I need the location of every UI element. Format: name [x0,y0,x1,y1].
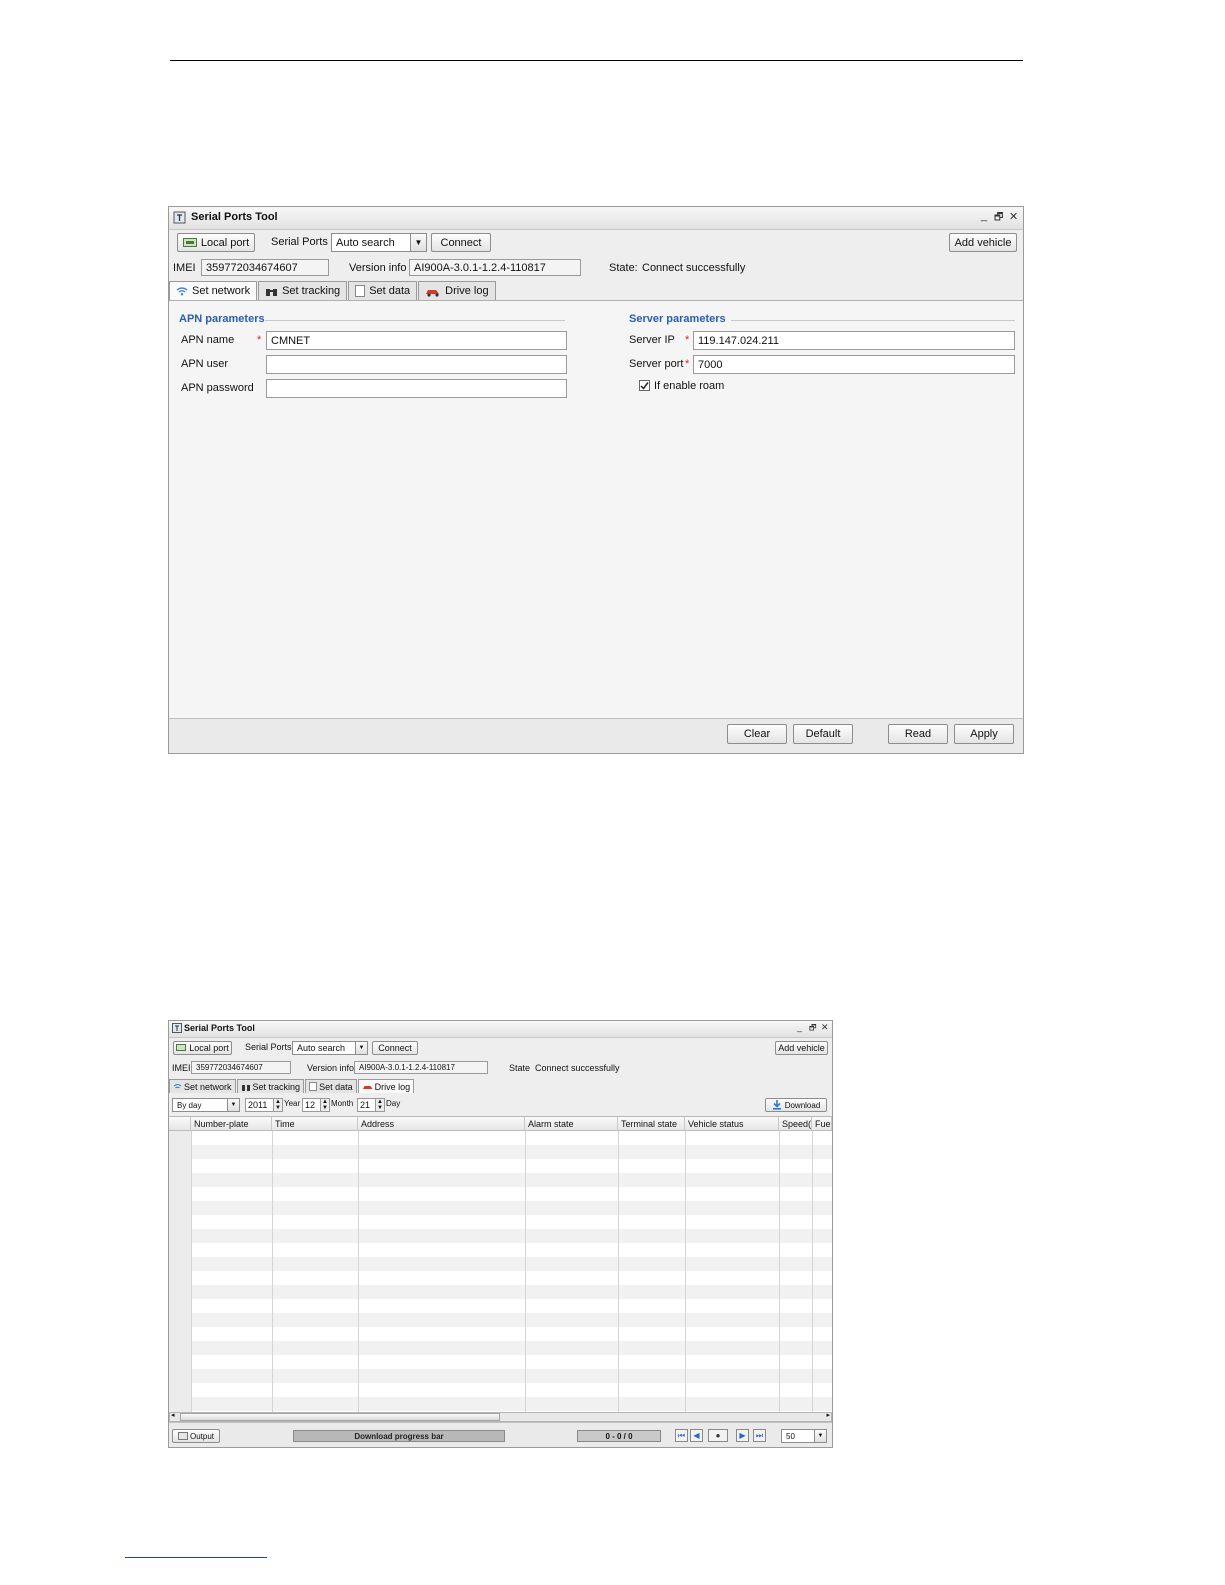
apn-name-field[interactable]: CMNET [266,331,567,350]
app-icon [173,211,186,227]
tab-set-tracking[interactable] [258,281,347,300]
tab-set-data-label: Set data [319,1081,353,1092]
required-mark: * [685,358,690,370]
restore-icon[interactable]: 🗗 [994,212,1004,223]
binoculars-icon [265,286,278,297]
next-page-icon[interactable]: ▶ [736,1429,749,1442]
server-port-label: Server port [629,358,684,370]
window-title: Serial Ports Tool [184,1023,255,1033]
serial-ports-select[interactable] [292,1041,368,1055]
spinner-arrows-icon[interactable]: ▲ ▼ [320,1099,329,1111]
tab-set-tracking-label: Set tracking [282,285,341,297]
year-label: Year [284,1099,301,1108]
apn-user-label: APN user [181,358,229,370]
state-value: Connect successfully [642,262,746,274]
state-value: Connect successfully [535,1063,620,1073]
refresh-page-icon[interactable]: ● [708,1429,728,1442]
server-section-title: Server parameters [629,313,726,325]
wifi-icon [176,286,188,296]
tab-drive-log-label: Drive log [445,285,489,297]
horizontal-scrollbar[interactable] [169,1412,832,1422]
first-page-icon[interactable]: ⏮ [675,1429,688,1442]
checkmark-icon [640,381,649,390]
tab-set-network-label: Set network [184,1081,232,1092]
title-bar [169,1021,832,1038]
row-header-strip [169,1131,191,1413]
version-info-field[interactable]: AI900A-3.0.1-1.2.4-110817 [409,259,581,276]
required-mark: * [257,334,262,346]
port-icon [176,1044,186,1052]
page-size-value: 50 [786,1431,795,1441]
day-value: 21 [360,1100,371,1110]
server-port-field[interactable]: 7000 [693,355,1015,374]
year-value: 2011 [248,1100,268,1110]
tab-set-data-label: Set data [369,285,411,297]
roam-label: If enable roam [654,380,725,392]
column-header-terminal-state[interactable]: Terminal state [618,1117,685,1131]
tab-set-tracking[interactable] [237,1079,305,1093]
imei-field[interactable]: 359772034674607 [201,259,329,276]
minimize-icon[interactable]: _ [981,210,988,222]
binoculars-icon [241,1083,251,1091]
local-port-label: Local port [200,236,250,249]
column-header-number-plate[interactable]: Number-plate [191,1117,272,1131]
version-info-field[interactable]: AI900A-3.0.1-1.2.4-110817 [354,1061,488,1074]
column-header-speed[interactable]: Speed( [779,1117,812,1131]
serial-ports-window-drive-log [168,1020,833,1448]
wifi-icon [173,1083,182,1091]
scroll-left-icon[interactable]: ◂ [171,1412,175,1419]
row-header-column [169,1117,191,1131]
tab-strip [169,1079,415,1093]
clear-button[interactable]: Clear [727,724,787,744]
month-value: 12 [305,1100,316,1110]
apply-button[interactable]: Apply [954,724,1014,744]
day-spinner[interactable] [357,1098,385,1112]
app-icon [172,1023,182,1035]
year-spinner[interactable] [245,1098,283,1112]
download-label: Download [784,1100,821,1110]
restore-icon[interactable]: 🗗 [809,1023,817,1032]
version-info-label: Version info [307,1063,355,1073]
chevron-down-icon[interactable]: ▼ [814,1430,826,1442]
output-label: Output [189,1431,214,1441]
spinner-arrows-icon[interactable]: ▲ ▼ [375,1099,384,1111]
button-bar [169,718,1023,753]
status-bar [169,1422,832,1447]
previous-page-icon[interactable]: ◀ [690,1429,703,1442]
scroll-right-icon[interactable]: ▸ [826,1412,830,1419]
apn-password-label: APN password [181,382,254,394]
minimize-icon[interactable]: _ [797,1022,803,1032]
serial-ports-label: Serial Ports [245,1042,292,1052]
serial-ports-window-network [168,206,1024,754]
close-icon[interactable]: ✕ [821,1022,829,1032]
column-header-fuel[interactable]: Fue [812,1117,832,1131]
tab-set-tracking-label: Set tracking [252,1081,301,1092]
chevron-down-icon[interactable]: ▼ [227,1099,239,1111]
document-icon [355,285,365,297]
state-label: State [509,1063,531,1073]
local-port-button[interactable] [173,1041,232,1055]
last-page-icon[interactable]: ⏭ [753,1429,766,1442]
car-icon [425,286,441,297]
required-mark: * [685,334,690,346]
scrollbar-thumb[interactable] [180,1413,500,1421]
close-icon[interactable]: ✕ [1009,211,1019,223]
period-select[interactable] [172,1098,240,1112]
page-top-rule [170,60,1023,61]
chevron-down-icon[interactable]: ▼ [355,1042,367,1054]
state-label: State: [609,262,638,274]
add-vehicle-button[interactable]: Add vehicle [775,1041,828,1055]
tab-set-network[interactable] [169,281,257,300]
imei-label: IMEI [173,262,196,274]
document-icon [309,1082,317,1091]
month-label: Month [331,1099,354,1108]
download-button[interactable] [765,1098,827,1112]
apn-section-title: APN parameters [179,313,265,325]
column-header-address[interactable]: Address [358,1117,525,1131]
title-bar [169,207,1023,230]
apn-password-field[interactable] [266,379,567,398]
version-info-label: Version info [349,262,407,274]
drive-log-table[interactable] [169,1116,832,1413]
tab-drive-log-label: Drive log [374,1081,411,1092]
column-header-time[interactable]: Time [272,1117,358,1131]
download-progress-bar [293,1430,505,1442]
tab-set-data[interactable] [348,281,417,300]
local-port-button[interactable] [177,233,255,252]
network-settings-panel [169,300,1023,719]
window-title: Serial Ports Tool [191,211,278,223]
server-ip-label: Server IP [629,334,675,346]
imei-label: IMEI [172,1063,191,1073]
day-label: Day [386,1099,401,1108]
download-icon [772,1100,782,1110]
progress-label: Download progress bar [354,1431,444,1441]
serial-ports-value: Auto search [297,1043,346,1053]
local-port-label: Local port [189,1043,229,1053]
roam-checkbox[interactable] [639,380,650,391]
tab-set-network-label: Set network [192,285,251,297]
connect-button[interactable]: Connect [372,1041,418,1055]
apn-user-field[interactable] [266,355,567,374]
tab-drive-log[interactable] [358,1079,415,1093]
column-header-vehicle-status[interactable]: Vehicle status [685,1117,779,1131]
add-vehicle-button[interactable]: Add vehicle [949,233,1017,252]
apn-name-label: APN name [181,334,235,346]
output-button[interactable] [172,1429,220,1443]
period-value: By day [177,1100,202,1110]
server-ip-field[interactable]: 119.147.024.211 [693,331,1015,350]
record-counter [577,1430,661,1442]
output-icon [178,1432,188,1440]
serial-ports-select[interactable] [331,233,427,252]
read-button[interactable]: Read [888,724,948,744]
port-icon [183,237,197,248]
record-counter-value: 0 - 0 / 0 [605,1431,633,1441]
connect-button[interactable]: Connect [431,233,491,252]
tab-set-data[interactable] [305,1079,357,1093]
page-bottom-rule [125,1557,267,1558]
tab-set-network[interactable] [169,1079,236,1093]
chevron-down-icon[interactable]: ▼ [410,234,426,251]
spinner-arrows-icon[interactable]: ▲ ▼ [273,1099,282,1111]
column-header-alarm-state[interactable]: Alarm state [525,1117,618,1131]
car-icon [362,1083,373,1091]
imei-field[interactable]: 359772034674607 [191,1061,291,1074]
apn-section-divider [265,320,565,321]
default-button[interactable]: Default [793,724,853,744]
serial-ports-label: Serial Ports [271,236,328,248]
month-spinner[interactable] [302,1098,330,1112]
tab-strip [169,281,497,300]
tab-drive-log[interactable] [418,281,495,300]
server-section-divider [731,320,1015,321]
page-size-select[interactable] [781,1429,827,1443]
serial-ports-value: Auto search [336,236,395,249]
